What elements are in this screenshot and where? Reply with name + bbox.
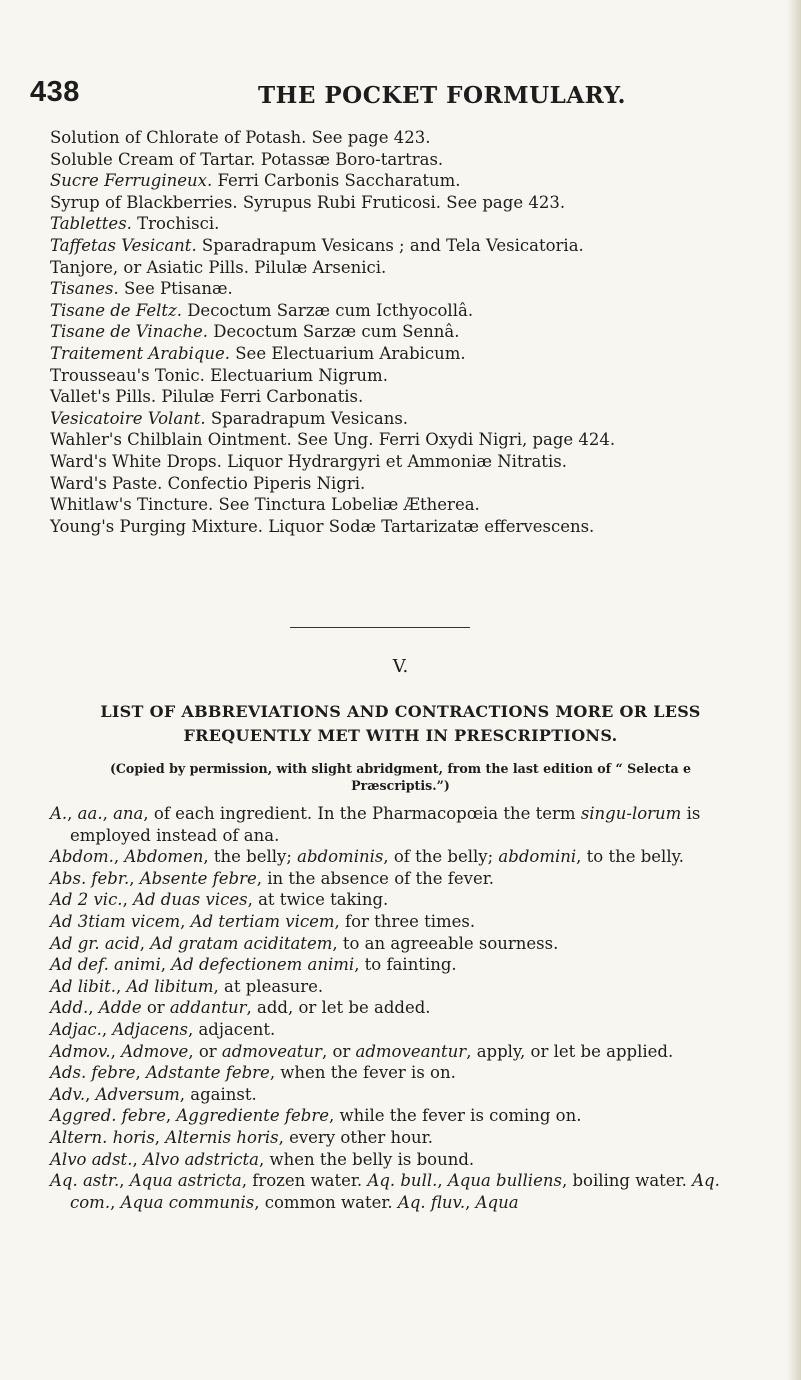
entry-term: Tisane de Feltz. <box>50 300 182 320</box>
entry-definition: See Ung. Ferri Oxydi Nigri, page 424. <box>291 430 616 450</box>
entry-term: Vallet's Pills. <box>50 387 157 407</box>
entry-definition: See Electuarium Arabicum. <box>230 343 466 363</box>
formulary-entry <box>50 494 780 516</box>
abbreviation-text: , <box>67 804 78 823</box>
abbreviation-entry <box>50 1084 770 1106</box>
formulary-entry <box>50 451 780 473</box>
abbreviation-latin: Ad gr. acid <box>50 933 140 953</box>
abbreviation-text: , to fainting. <box>354 955 457 975</box>
abbreviation-latin: Admove <box>121 1041 189 1061</box>
abbreviation-latin: admoveantur <box>355 1041 467 1061</box>
abbreviation-latin: Ads. febre <box>50 1063 136 1083</box>
abbreviation-entry <box>50 976 770 998</box>
abbreviation-text: , <box>165 1106 177 1126</box>
abbreviation-text: , <box>85 1084 96 1104</box>
abbreviation-latin: Add. <box>50 998 89 1018</box>
entry-term: Vesicatoire Volant. <box>50 408 206 428</box>
running-head: THE POCKET FORMULARY. <box>258 82 627 109</box>
abbreviation-latin: admoveatur <box>221 1041 322 1061</box>
abbreviation-latin: abdomini <box>498 847 577 867</box>
abbreviation-entry <box>50 997 770 1019</box>
abbreviation-text: , <box>102 804 114 823</box>
entry-definition: See page 423. <box>306 128 431 147</box>
formulary-entry <box>50 408 780 430</box>
abbreviation-latin: Aqua astricta <box>129 1171 242 1191</box>
entry-definition: Liquor Sodæ Tartarizatæ effervescens. <box>262 516 595 536</box>
abbreviation-text: , add, or let be added. <box>246 998 431 1018</box>
abbreviation-latin: Ad defectionem animi <box>171 955 355 975</box>
entry-definition: Decoctum Sarzæ cum Icthyocollâ. <box>181 300 474 320</box>
formulary-entry <box>50 127 780 149</box>
abbreviation-text: , or <box>188 1041 222 1061</box>
abbreviation-latin: ana <box>113 804 144 823</box>
entry-definition: Electuarium Nigrum. <box>204 365 388 385</box>
entry-definition: Confectio Piperis Nigri. <box>162 473 366 493</box>
abbreviation-text: , the belly; <box>203 847 298 867</box>
abbreviation-list <box>50 803 770 1213</box>
entry-term: Tanjore, or Asiatic Pills. <box>50 257 249 277</box>
entry-term: Ward's Paste. <box>50 473 163 493</box>
abbreviation-latin: Altern. horis <box>50 1127 155 1147</box>
abbreviation-latin: Ad tertiam vicem <box>190 911 335 931</box>
abbreviation-latin: Aqua <box>475 1192 519 1212</box>
abbreviation-latin: Adstante febre <box>146 1063 270 1083</box>
abbreviation-text: , or <box>321 1041 356 1061</box>
formulary-entry <box>50 473 780 495</box>
abbreviation-latin: aa. <box>77 804 103 823</box>
abbreviation-text: , of each ingredient. In the Pharmacopœia the term <box>143 804 581 823</box>
abbreviation-latin: Ad libitum <box>126 976 214 996</box>
abbreviation-latin: Aqua bulliens <box>447 1171 562 1191</box>
abbreviation-latin: Aq. fluv. <box>397 1192 466 1212</box>
abbreviation-text: , <box>180 911 191 931</box>
formulary-entry <box>50 386 780 408</box>
abbreviation-text: , <box>113 847 125 867</box>
abbreviation-latin: Adjacens <box>112 1019 188 1039</box>
formulary-entry <box>50 321 780 343</box>
abbreviation-text: , <box>154 1127 166 1147</box>
abbreviation-text: , <box>139 933 151 953</box>
entry-term: Ward's White Drops. <box>50 451 222 471</box>
section-note <box>0 760 801 794</box>
abbreviation-text: , <box>132 1149 143 1169</box>
abbreviation-latin: Admov. <box>50 1041 111 1061</box>
entry-term: Whitlaw's Tincture. <box>50 495 214 515</box>
entry-definition: Trochisci. <box>131 214 220 234</box>
abbreviation-text: , <box>110 1041 122 1061</box>
abbreviation-latin: addantur <box>169 998 247 1018</box>
entry-term: Solution of Chlorate of Potash. <box>50 128 307 147</box>
entry-definition: Decoctum Sarzæ cum Sennâ. <box>208 322 460 342</box>
abbreviation-latin: Ad 3tiam vicem <box>50 911 181 931</box>
entry-term: Soluble Cream of Tartar. <box>50 149 256 169</box>
page-number: 438 <box>30 76 80 108</box>
abbreviation-text: is employed instead of ana. <box>70 804 701 845</box>
entry-definition: Liquor Hydrargyri et Ammoniæ Nitratis. <box>221 451 567 471</box>
entry-term: Syrup of Blackberries. <box>50 192 238 212</box>
abbreviation-text: , for three times. <box>334 911 476 931</box>
formulary-entry <box>50 192 780 214</box>
section-title <box>0 700 801 748</box>
abbreviation-latin: singu-lorum <box>580 804 682 823</box>
abbreviation-latin: Aq. astr. <box>50 1171 120 1191</box>
abbreviation-latin: Ad libit. <box>50 976 116 996</box>
abbreviation-latin: abdominis <box>297 847 384 867</box>
abbreviation-text: , <box>122 890 134 910</box>
abbreviation-entry <box>50 1149 770 1171</box>
abbreviation-text: or <box>141 998 170 1018</box>
abbreviation-latin: Abs. febr. <box>50 868 130 888</box>
formulary-entry <box>50 343 780 365</box>
formulary-entry <box>50 278 780 300</box>
entry-term: Taffetas Vesicant. <box>50 235 197 255</box>
abbreviation-latin: A. <box>50 804 68 823</box>
abbreviation-entry <box>50 1127 770 1149</box>
abbreviation-latin: Adv. <box>50 1084 86 1104</box>
abbreviation-latin: Alternis horis <box>165 1127 279 1147</box>
section-numeral: V. <box>392 656 409 677</box>
abbreviation-entry <box>50 954 770 976</box>
abbreviation-text: , apply, or let be applied. <box>466 1041 674 1061</box>
abbreviation-text: , to an agreeable sourness. <box>332 933 559 953</box>
entry-definition: Sparadrapum Vesicans ; and Tela Vesicatoria. <box>196 235 584 255</box>
abbreviation-entry <box>50 911 770 933</box>
formulary-entry <box>50 257 780 279</box>
formulary-entry <box>50 516 780 538</box>
abbreviation-text: , <box>101 1019 113 1039</box>
abbreviation-text: , when the fever is on. <box>269 1063 456 1083</box>
page-edge <box>787 0 801 1380</box>
abbreviation-latin: Adversum <box>95 1084 180 1104</box>
abbreviation-text: , common water. <box>254 1192 398 1212</box>
abbreviation-latin: Ad def. animi <box>50 955 161 975</box>
abbreviation-text: , boiling water. <box>561 1171 693 1191</box>
abbreviation-text: , in the absence of the fever. <box>256 868 495 888</box>
abbreviation-entry <box>50 1062 770 1084</box>
abbreviation-text: , <box>437 1171 448 1191</box>
abbreviation-text: , <box>119 1171 130 1191</box>
abbreviation-latin: Abdom. <box>50 847 114 867</box>
entry-term: Tablettes. <box>50 214 132 234</box>
abbreviation-entry <box>50 846 770 868</box>
abbreviation-text: , adjacent. <box>187 1019 276 1039</box>
abbreviation-text: , at pleasure. <box>213 976 324 996</box>
abbreviation-latin: Absente febre <box>139 868 257 888</box>
entry-definition: See Tinctura Lobeliæ Ætherea. <box>213 495 480 515</box>
formulary-entry <box>50 149 780 171</box>
abbreviation-entry <box>50 1105 770 1127</box>
abbreviation-latin: Aggred. febre <box>50 1106 166 1126</box>
abbreviation-latin: Aq. com. <box>70 1171 720 1212</box>
formulary-entry <box>50 213 780 235</box>
abbreviation-latin: Ad gratam aciditatem <box>150 933 333 953</box>
abbreviation-text: , while the fever is coming on. <box>329 1106 582 1126</box>
section-title-line: LIST OF ABBREVIATIONS AND CONTRACTIONS MORE OR LESS <box>100 702 701 721</box>
formulary-entry <box>50 365 780 387</box>
entry-term: Tisanes. <box>50 279 119 299</box>
abbreviation-text: , frozen water. <box>241 1171 368 1191</box>
entry-definition: Pilulæ Ferri Carbonatis. <box>156 387 364 407</box>
page-header <box>30 76 770 116</box>
formulary-entries <box>50 127 780 537</box>
abbreviation-latin: Abdomen <box>124 847 204 867</box>
entry-definition: Sparadrapum Vesicans. <box>205 408 409 428</box>
entry-term: Traitement Arabique. <box>50 343 230 363</box>
abbreviation-text: , to the belly. <box>576 847 684 867</box>
abbreviation-text: , every other hour. <box>278 1127 433 1147</box>
abbreviation-entry <box>50 803 770 846</box>
abbreviation-text: , <box>135 1063 147 1083</box>
abbreviation-text: , when the belly is bound. <box>259 1149 475 1169</box>
entry-term: Wahler's Chilblain Ointment. <box>50 430 292 450</box>
abbreviation-text: , <box>110 1192 121 1212</box>
abbreviation-entry <box>50 1019 770 1041</box>
entry-definition: See Ptisanæ. <box>118 279 233 299</box>
section-note-line: (Copied by permission, with slight abridgment, from the last edition of “ Selecta e <box>109 761 692 776</box>
entry-definition: Potassæ Boro-tartras. <box>255 149 444 169</box>
abbreviation-latin: Ad 2 vic. <box>50 890 123 910</box>
section-title-line: FREQUENTLY MET WITH IN PRESCRIPTIONS. <box>183 726 618 745</box>
abbreviation-entry <box>50 868 770 890</box>
abbreviation-text: , <box>129 868 140 888</box>
formulary-entry <box>50 170 780 192</box>
entry-definition: Syrupus Rubi Fruticosi. See page 423. <box>237 192 566 212</box>
abbreviation-latin: Aq. bull. <box>367 1171 438 1191</box>
abbreviation-entry <box>50 889 770 911</box>
section-note-line: Præscriptis.”) <box>351 778 450 793</box>
abbreviation-entry <box>50 1170 770 1213</box>
entry-term: Tisane de Vinache. <box>50 322 209 342</box>
abbreviation-entry <box>50 933 770 955</box>
abbreviation-text: , at twice taking. <box>247 890 389 910</box>
entry-term: Sucre Ferrugineux. <box>50 171 213 191</box>
abbreviation-text: , <box>116 976 127 996</box>
abbreviation-latin: Aggrediente febre <box>176 1106 329 1126</box>
entry-definition: Pilulæ Arsenici. <box>248 257 387 277</box>
entry-term: Trousseau's Tonic. <box>50 365 205 385</box>
abbreviation-latin: Aqua communis <box>120 1192 255 1212</box>
formulary-entry <box>50 235 780 257</box>
abbreviation-latin: Alvo adst. <box>50 1149 133 1169</box>
abbreviation-latin: Adde <box>98 998 142 1018</box>
abbreviation-text: , <box>88 998 99 1018</box>
abbreviation-latin: Adjac. <box>50 1019 102 1039</box>
abbreviation-entry <box>50 1041 770 1063</box>
abbreviation-latin: Ad duas vices <box>133 890 248 910</box>
abbreviation-text: , <box>465 1192 476 1212</box>
abbreviation-text: , of the belly; <box>383 847 499 867</box>
formulary-entry <box>50 300 780 322</box>
entry-term: Young's Purging Mixture. <box>50 516 263 536</box>
section-divider <box>290 627 470 628</box>
formulary-entry <box>50 429 780 451</box>
abbreviation-latin: Alvo adstricta <box>142 1149 260 1169</box>
entry-definition: Ferri Carbonis Saccharatum. <box>212 171 461 191</box>
abbreviation-text: , against. <box>179 1084 257 1104</box>
abbreviation-text: , <box>160 955 172 975</box>
